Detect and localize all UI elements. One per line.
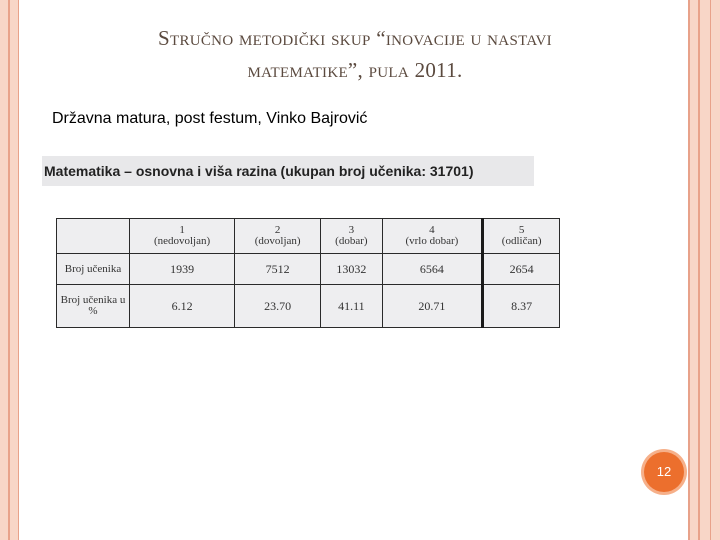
grade-column-header: 5 (odličan): [483, 219, 560, 254]
table-header-row: [57, 219, 560, 254]
scanned-table-image: [38, 150, 542, 335]
slide-subtitle: Državna matura, post festum, Vinko Bajrović: [52, 110, 368, 127]
table-cell: 8.37: [483, 285, 560, 328]
grade-column-header: 1 (nedovoljan): [130, 219, 235, 254]
table-cell: 23.70: [235, 285, 321, 328]
slide-title: [60, 22, 650, 86]
page-number-badge: 12: [644, 452, 684, 492]
table-corner-cell: [57, 219, 130, 254]
table-cell: 41.11: [321, 285, 382, 328]
grade-column-header: 4 (vrlo dobar): [382, 219, 483, 254]
left-decorative-border: [0, 0, 19, 540]
row-label: Broj učenika: [57, 254, 130, 285]
table-cell: 6564: [382, 254, 483, 285]
table-cell: 2654: [483, 254, 560, 285]
table-cell: 6.12: [130, 285, 235, 328]
table-cell: 1939: [130, 254, 235, 285]
slide-title-line2: matematike”, pula 2011.: [247, 58, 463, 82]
table-cell: 13032: [321, 254, 382, 285]
grade-column-header: 2 (dovoljan): [235, 219, 321, 254]
right-decorative-border: [688, 0, 720, 540]
scan-heading: Matematika – osnovna i viša razina (ukupan broj učenika: 31701): [42, 156, 534, 186]
slide-title-line1: Stručno metodički skup “inovacije u nastavi: [158, 26, 552, 50]
grade-column-header: 3 (dobar): [321, 219, 382, 254]
grade-distribution-table: [56, 218, 560, 328]
table-row: [57, 285, 560, 328]
row-label: Broj učenika u %: [57, 285, 130, 328]
table-cell: 20.71: [382, 285, 483, 328]
table-row: [57, 254, 560, 285]
table-cell: 7512: [235, 254, 321, 285]
